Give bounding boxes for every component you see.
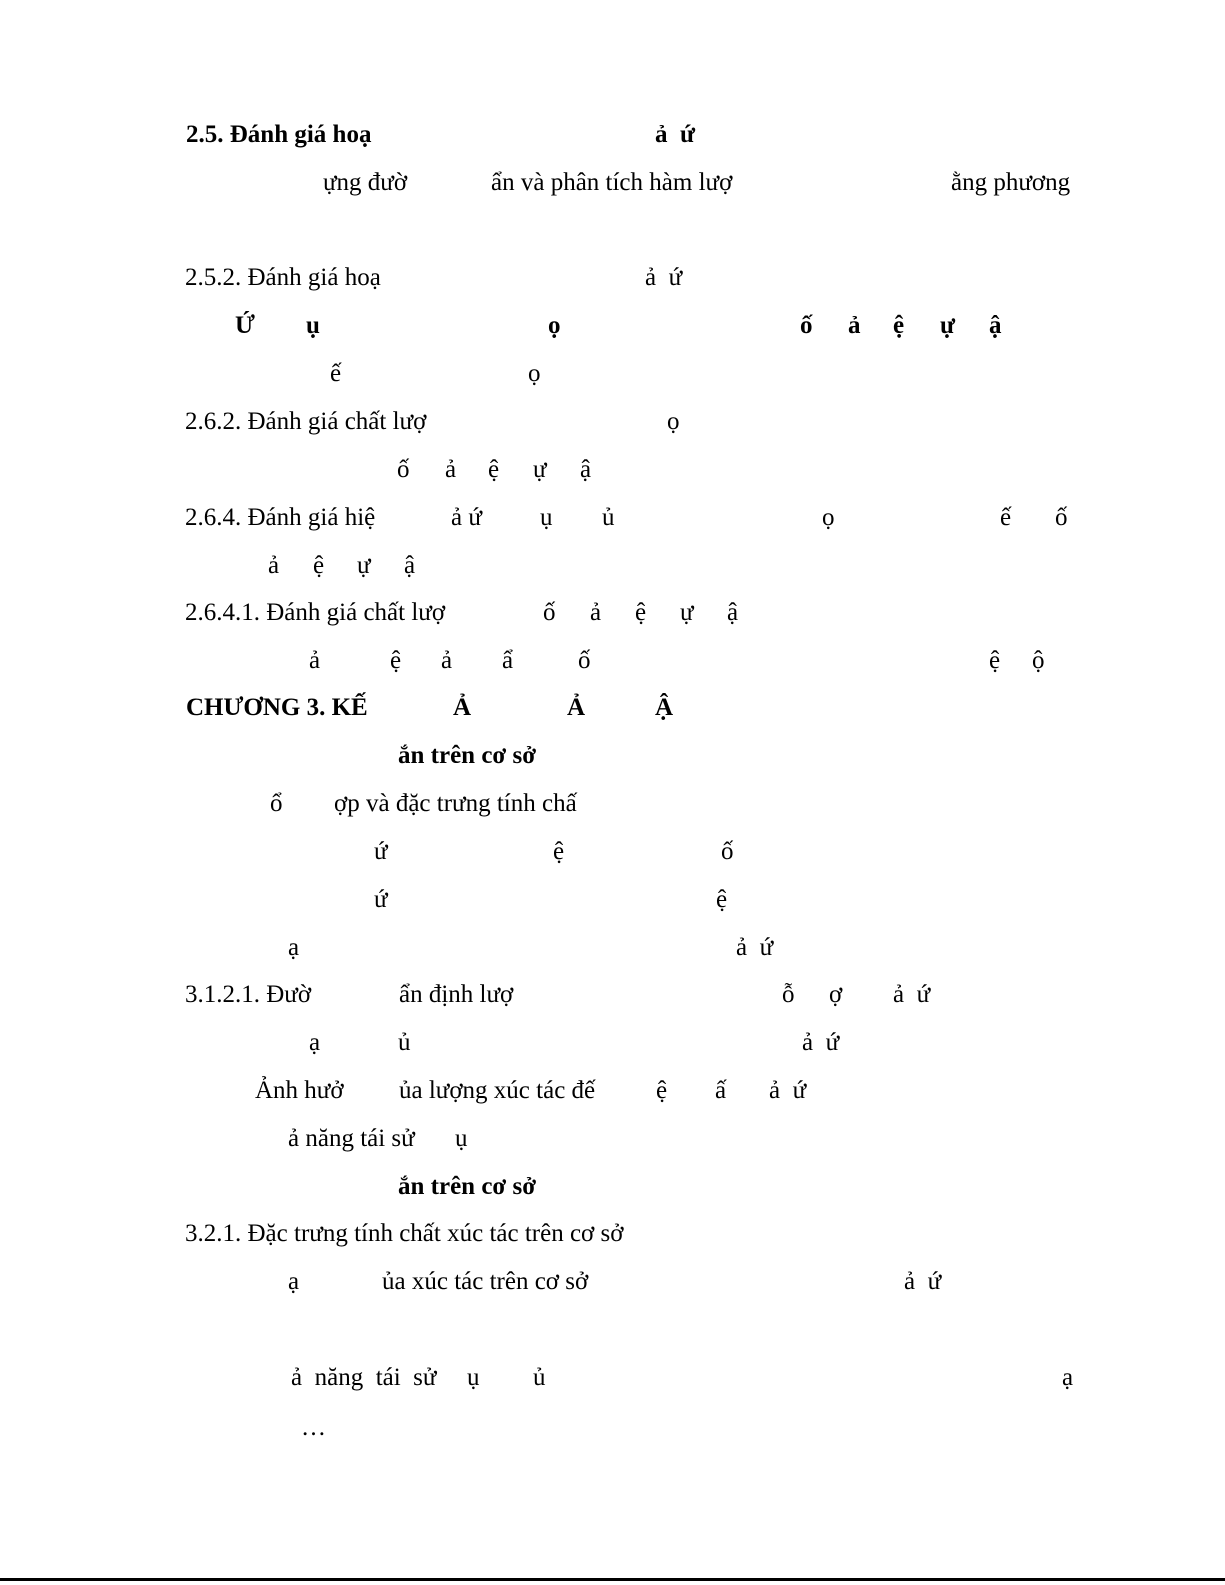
toc-line-11: ả ệ ả ẩ ố ệ ộ <box>309 647 1045 674</box>
toc-line-25: ả năng tái sử ụ ủ ạ <box>291 1364 1074 1391</box>
toc-line-14: ổ ợp và đặc trưng tính chấ <box>270 790 577 817</box>
toc-line-2-6-2: 2.6.2. Đánh giá chất lượ ọ <box>185 408 680 435</box>
toc-section-3-1: ắn trên cơ sở <box>398 742 537 769</box>
toc-line-3-1-2-1: 3.1.2.1. Đườ ẩn định lượ ỗ ợ ả ứ <box>185 981 931 1008</box>
toc-line-16: ứ ệ <box>374 886 728 913</box>
toc-line-19: ạ ủ ả ứ <box>309 1029 840 1056</box>
toc-line-4: Ứ ụ ọ ố ả ệ ự ậ <box>235 312 1002 339</box>
toc-line-2-6-4: 2.6.4. Đánh giá hiệ ả ứ ụ ủ ọ ế ố <box>185 504 1068 531</box>
toc-line-9: ả ệ ự ậ <box>268 552 416 579</box>
toc-line-15: ứ ệ ố <box>374 838 734 865</box>
toc-line-2-6-4-1: 2.6.4.1. Đánh giá chất lượ ố ả ệ ự ậ <box>185 599 739 626</box>
toc-line-20: Ảnh hưở ủa lượng xúc tác đế ệ ấ ả ứ <box>255 1077 807 1104</box>
toc-line-21: ả năng tái sử ụ <box>288 1125 468 1152</box>
toc-line-5: ế ọ <box>330 360 541 387</box>
toc-line-2-5-2: 2.5.2. Đánh giá hoạ ả ứ <box>185 264 683 291</box>
toc-ellipsis: … <box>301 1414 326 1441</box>
toc-section-3-2: ắn trên cơ sở <box>398 1173 537 1200</box>
page-bottom-border <box>0 1578 1225 1581</box>
toc-chapter-3: CHƯƠNG 3. KẾ Ả Ả Ậ <box>186 694 674 721</box>
toc-line-17: ạ ả ứ <box>288 934 774 961</box>
toc-line-24: ạ ủa xúc tác trên cơ sở ả ứ <box>288 1268 942 1295</box>
toc-heading-2-5: 2.5. Đánh giá hoạ ả ứ <box>186 121 696 148</box>
toc-line-7: ố ả ệ ự ậ <box>397 456 592 483</box>
toc-line-3-2-1: 3.2.1. Đặc trưng tính chất xúc tác trên cơ sở <box>185 1220 624 1247</box>
toc-line-2: ựng đườ ẩn và phân tích hàm lượ ằng phương <box>323 169 1071 196</box>
